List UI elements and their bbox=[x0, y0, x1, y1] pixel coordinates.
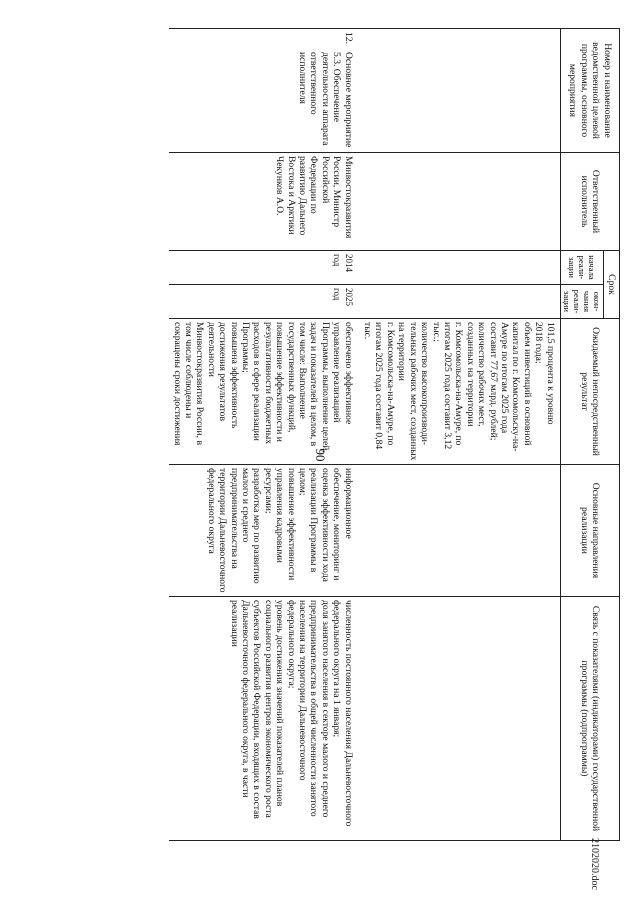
row-number: 12. bbox=[342, 32, 354, 44]
header-directions: Основные направления реализации bbox=[560, 465, 619, 597]
row-name: Основное мероприятие 5.3. Обеспечение деятельности аппарата ответственного исполнителя bbox=[297, 52, 354, 148]
row-indicators: численность постоянного населения Дальневосточного федерального округа на 1 января; доля занятого населения в секторе малого и среднего предпринимательства в общей численности занятого населения на территории Дальневосточного федерального округа; уровень достижения значений показателей планов социального развития центров экономического роста субъектов Российской Федерации, входящих в состав Дальневосточного федерального округа, в части реализации bbox=[169, 597, 360, 841]
header-program-name: Номер и наименование ведомственной целевой программы, основного мероприятия bbox=[560, 29, 619, 153]
header-result: Ожидаемый непосредственный результат bbox=[560, 319, 619, 465]
row-result: обеспечено эффективное управление реализацией Программы, выполнение целей, задач и показателей в целом, в том числе: Выполнение государственных функций, повышение эффективности и результативности бюджетных расходов в сфере реализации Программы; повышена эффективность достижения результатов деятельности Минвостокразвития России, в том числе соблюдены и сокращены сроки достижения bbox=[169, 319, 360, 465]
program-table bbox=[169, 28, 620, 841]
page-number: 90 bbox=[313, 448, 328, 462]
document-code: 2102020.doc bbox=[589, 838, 600, 890]
row-end: 2025 год bbox=[169, 285, 360, 319]
header-executor: Ответственный исполнитель bbox=[560, 153, 619, 251]
continuation-row bbox=[360, 29, 560, 841]
row-directions: информационное обеспечение, мониторинг и оценка эффективности хода реализации Программы в целом; повышение эффективности управления кадровыми ресурсами; разработка мер по развитию малого и среднего предпринимательства на территории Дальневосточного федерального округа bbox=[169, 465, 360, 597]
header-indicators: Связь с показателями (индикаторами) государственной программы (подпрограммы) bbox=[560, 597, 619, 841]
header-start: начала реали-зации bbox=[560, 251, 603, 285]
continuation-result: 101,5 процента к уровню 2018 года; объем инвестиций в основной капитал по г. Комсомольску-на-Амуре по итогам 2025 года составит 77,67 млрд. рублей; количество рабочих мест, созданных на территории г. Комсомольска-на-Амуре, по итогам 2025 года составит 3,12 тыс.; количество высокопроизводи-тельных рабочих мест, созданных на территории г. Комсомольска-на-Амуре, по итогам 2025 года составит 0,84 тыс. bbox=[360, 319, 560, 465]
row-start: 2014 год bbox=[169, 251, 360, 285]
row-executor: Минвостокразвития России, Министр Российской Федерации по развитию Дальнего Востока и Арктики Чекунков А.О. bbox=[169, 153, 360, 251]
header-row-1 bbox=[603, 29, 619, 841]
program-table-sheet bbox=[22, 28, 620, 840]
header-end: окон-чания реали-зации bbox=[560, 285, 603, 319]
table-row-12 bbox=[169, 29, 360, 841]
header-srok: Срок bbox=[603, 251, 619, 319]
